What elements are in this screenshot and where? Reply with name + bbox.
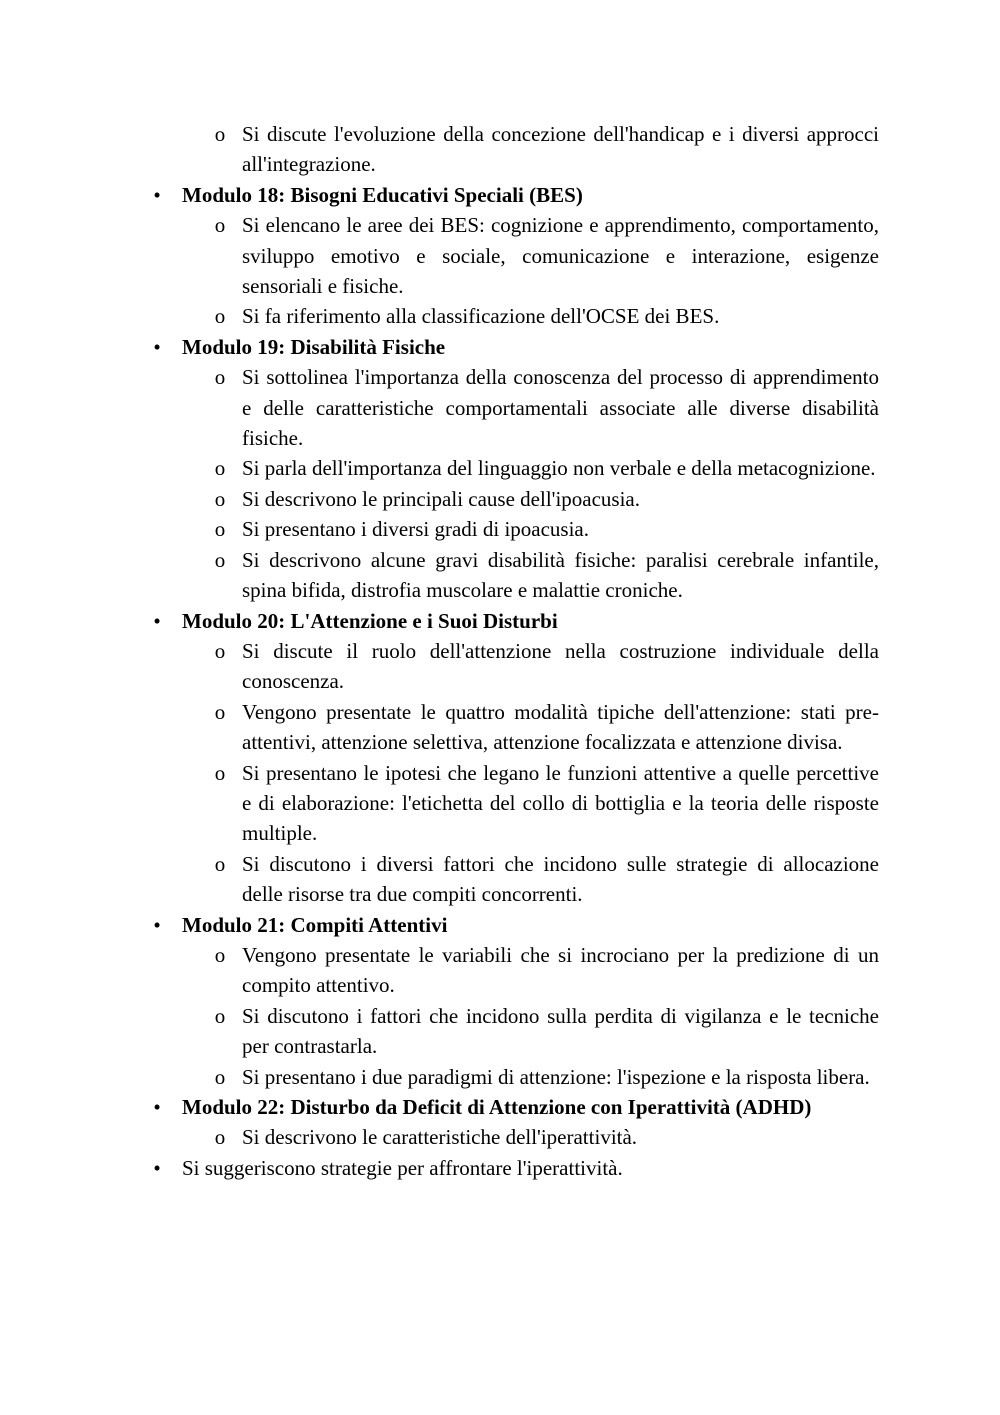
list-item [0,1122,879,1152]
bullet-marker: • [153,182,161,207]
sub-bullet-marker: o [214,760,226,785]
list-item-text: Si descrivono alcune gravi disabilità fisiche: paralisi cerebrale infantile, spina bifida, distrofia muscolare e malattie croniche. [242,547,879,603]
list-item-text: Vengono presentate le quattro modalità tipiche dell'attenzione: stati pre-attentivi, attenzione selettiva, attenzione focalizzata e attenzione divisa. [242,699,879,755]
list-item [0,545,879,606]
list-item-text: Si discutono i diversi fattori che incidono sulle strategie di allocazione delle risorse tra due compiti concorrenti. [242,851,879,907]
list-item-text: Si descrivono le principali cause dell'ipoacusia. [242,486,640,511]
list-item-text: Si presentano le ipotesi che legano le funzioni attentive a quelle percettive e di elaborazione: l'etichetta del collo di bottiglia e la teoria delle risposte multiple. [242,760,879,846]
list-item-text: Vengono presentate le variabili che si incrociano per la predizione di un compito attentivo. [242,942,879,998]
module-heading [0,606,879,636]
module-title: Modulo 18: Bisogni Educativi Speciali (BES) [182,182,583,207]
document-body [0,119,1000,1183]
list-item [0,453,879,483]
list-item-text: Si descrivono le caratteristiche dell'iperattività. [242,1125,638,1150]
list-item-text: Si discutono i fattori che incidono sulla perdita di vigilanza e le tecniche per contrastarla. [242,1003,879,1059]
list-item-text: Si parla dell'importanza del linguaggio non verbale e della metacognizione. [242,456,876,481]
sub-bullet-marker: o [214,638,226,663]
list-item [0,758,879,849]
sub-bullet-marker: o [214,486,226,511]
list-item [0,940,879,1001]
sub-bullet-marker: o [214,699,226,724]
sub-bullet-marker: o [214,1125,226,1150]
list-item-text: Si elencano le aree dei BES: cognizione e apprendimento, comportamento, sviluppo emotivo e sociale, comunicazione e interazione, esigenze sensoriali e fisiche. [242,213,879,299]
sub-bullet-marker: o [214,851,226,876]
list-item [0,1001,879,1062]
list-item-text: Si suggeriscono strategie per affrontare l'iperattività. [182,1155,623,1180]
list-item [0,1153,879,1183]
list-item-text: Si presentano i due paradigmi di attenzione: l'ispezione e la risposta libera. [242,1064,870,1089]
sub-bullet-marker: o [214,1003,226,1028]
list-item [0,849,879,910]
module-heading [0,180,879,210]
bullet-marker: • [153,1095,161,1119]
list-item [0,636,879,697]
module-heading [0,332,879,362]
list-item-text: Si discute il ruolo dell'attenzione nella costruzione individuale della conoscenza. [242,638,879,694]
list-item [0,362,879,453]
list-item [0,1062,879,1092]
list-item [0,119,879,180]
module-heading [0,1092,879,1122]
list-item-text: Si presentano i diversi gradi di ipoacusia. [242,517,590,542]
sub-bullet-marker: o [214,547,226,572]
module-title: Modulo 20: L'Attenzione e i Suoi Disturbi [182,608,558,633]
sub-bullet-marker: o [214,365,226,390]
module-heading [0,910,879,940]
module-title: Modulo 21: Compiti Attentivi [182,912,448,937]
module-title: Modulo 19: Disabilità Fisiche [182,334,446,359]
sub-bullet-marker: o [214,456,226,481]
sub-bullet-marker: o [214,517,226,542]
list-item [0,484,879,514]
list-item-text: Si fa riferimento alla classificazione dell'OCSE dei BES. [242,304,720,329]
sub-bullet-marker: o [214,122,226,146]
bullet-marker: • [153,608,161,633]
sub-bullet-marker: o [214,213,226,238]
list-item-text: Si sottolinea l'importanza della conoscenza del processo di apprendimento e delle caratteristiche comportamentali associate alle diverse disabilità fisiche. [242,365,879,451]
sub-bullet-marker: o [214,304,226,329]
bullet-marker: • [153,912,161,937]
bullet-marker: • [153,334,161,359]
list-item [0,514,879,544]
sub-bullet-marker: o [214,942,226,967]
module-title: Modulo 22: Disturbo da Deficit di Attenzione con Iperattività (ADHD) [182,1095,812,1119]
list-item [0,210,879,301]
sub-bullet-marker: o [214,1064,226,1089]
list-item [0,697,879,758]
bullet-marker: • [153,1155,161,1180]
list-item-text: Si discute l'evoluzione della concezione dell'handicap e i diversi approcci all'integrazione. [242,122,879,177]
list-item [0,301,879,331]
